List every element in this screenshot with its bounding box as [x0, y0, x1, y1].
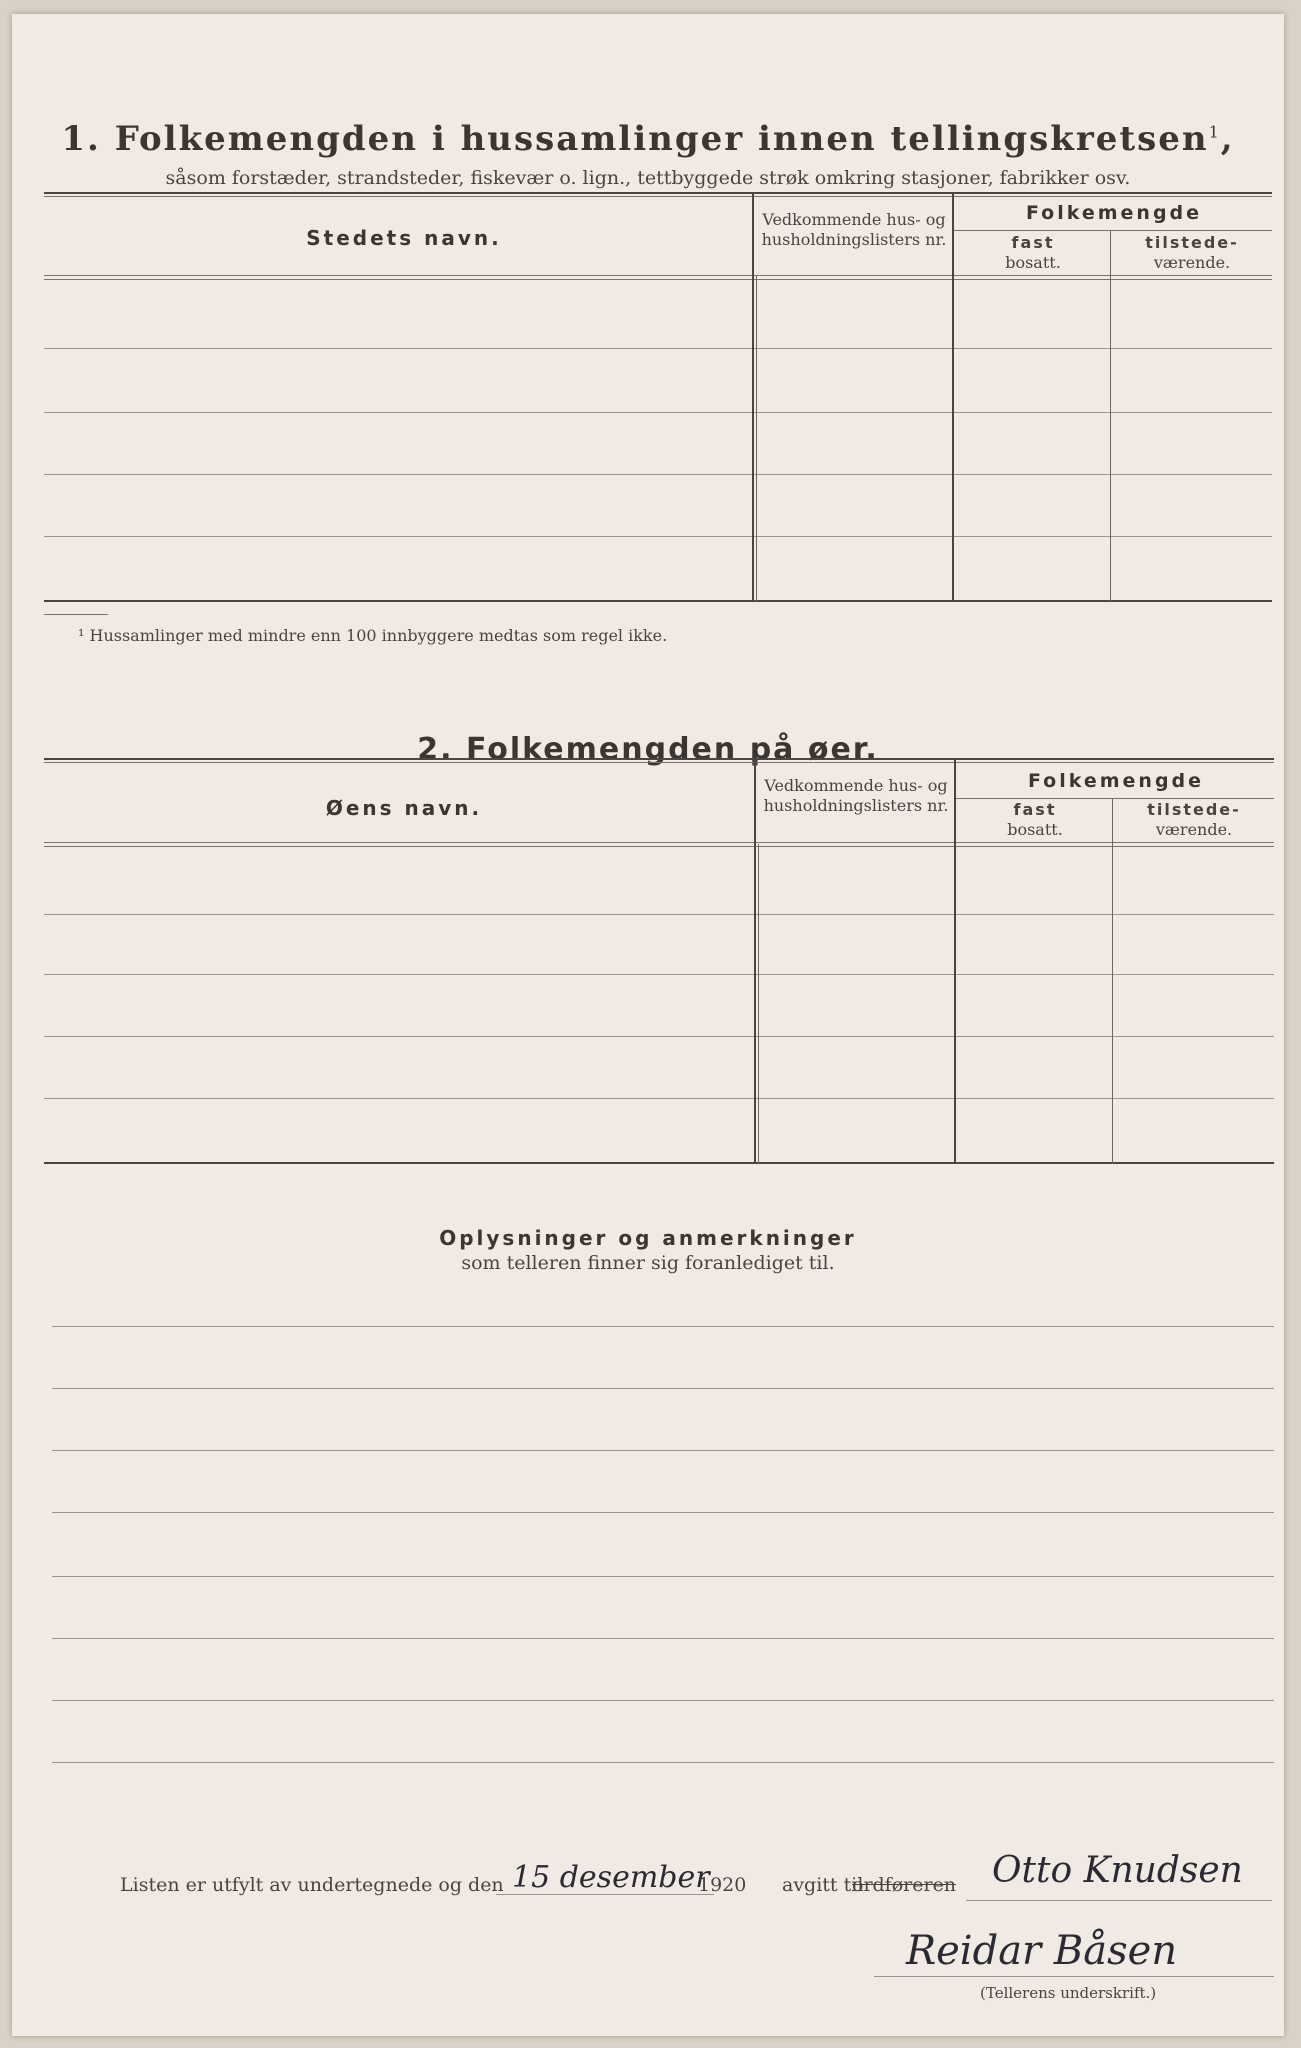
section2-title: 2. Folkemengden på øer. [417, 732, 879, 767]
table1-col-divider-inner [756, 276, 757, 602]
notes-line [52, 1450, 1274, 1451]
table1-col-divider [952, 194, 954, 602]
table2-row-line [44, 914, 1274, 915]
table1-row-line [44, 412, 1272, 413]
table1-top-rule-inner [44, 196, 1272, 197]
section1-footnote: ¹ Hussamlinger med mindre enn 100 innbyggere medtas som regel ikke. [78, 626, 668, 645]
notes-subtitle: som telleren finner sig foranlediget til. [461, 1252, 835, 1274]
signature-text-before: Listen er utfylt av undertegnede og den [120, 1874, 504, 1896]
table1-header-rule [44, 275, 1272, 276]
section1-number: 1. [61, 119, 101, 159]
notes-line [52, 1388, 1274, 1389]
date-underline [496, 1894, 714, 1895]
table1-col-divider [752, 194, 754, 602]
table2-col-name: Øens navn. [325, 796, 483, 820]
table1-col-tilst-label2: værende. [1153, 253, 1231, 272]
table2-col-tilst-label2: værende. [1155, 820, 1233, 839]
section1-title-suffix: , [1220, 119, 1235, 159]
table1-bottom-rule [44, 600, 1272, 602]
signature-date: 15 desember [512, 1860, 710, 1895]
table2-col-divider [954, 760, 956, 1164]
table2-col-pop: Folkemengde [1027, 770, 1205, 792]
table1-col-fast [954, 233, 1112, 273]
recipient-signature: Otto Knudsen [992, 1850, 1243, 1891]
notes-line [52, 1576, 1274, 1577]
table1-col-fast-label: fast [1011, 233, 1055, 252]
notes-title: Oplysninger og anmerkninger [439, 1226, 857, 1250]
table1-col-name: Stedets navn. [306, 226, 502, 250]
struck-word: ordføreren [852, 1874, 957, 1896]
counter-signature: Reidar Båsen [906, 1928, 1178, 1974]
footnote-rule [44, 614, 108, 615]
table2-col-fast [956, 800, 1114, 840]
table2-header-rule-inner [44, 846, 1274, 847]
section1-title-text: Folkemengden i hussamlinger innen tellingskretsen [114, 119, 1209, 159]
table2-row-line [44, 1036, 1274, 1037]
table2-col-fast-label: fast [1013, 800, 1057, 819]
table2-top-rule-inner [44, 762, 1274, 763]
table2-pop-divider [956, 798, 1274, 799]
table1-top-rule [44, 192, 1272, 194]
notes-line [52, 1638, 1274, 1639]
table2-col-tilst-label: tilstede- [1147, 800, 1241, 819]
table1-pop-divider [954, 230, 1272, 231]
table2-col-lists: Vedkommende hus- og husholdningslisters nr. [763, 776, 949, 815]
table1-col-pop: Folkemengde [1025, 202, 1203, 224]
table1-header-rule-inner [44, 279, 1272, 280]
section1-subtitle: såsom forstæder, strandsteder, fiskevær o. lign., tettbyggede strøk omkring stasjoner, fabrikker osv. [165, 167, 1131, 189]
table2-header-rule [44, 842, 1274, 843]
section1-title [12, 119, 1284, 159]
notes-line [52, 1512, 1274, 1513]
table1-col-fast-label2: bosatt. [1005, 253, 1061, 272]
signature-year: 1920 [698, 1874, 747, 1896]
counter-caption: (Tellerens underskrift.) [980, 1984, 1157, 2002]
table2-row-line [44, 974, 1274, 975]
signature-text-after: avgitt til [782, 1874, 864, 1896]
footnote-marker: 1 [1208, 122, 1221, 142]
table1-row-line [44, 348, 1272, 349]
census-form-page [12, 14, 1284, 2036]
notes-line [52, 1700, 1274, 1701]
notes-line [52, 1326, 1274, 1327]
table1-col-divider [1110, 230, 1111, 602]
table2-row-line [44, 1098, 1274, 1099]
notes-line [52, 1762, 1274, 1763]
table2-bottom-rule [44, 1162, 1274, 1164]
table2-col-divider [754, 760, 756, 1164]
table2-col-divider-inner [758, 844, 759, 1164]
counter-underline [874, 1976, 1274, 1977]
recipient-underline [966, 1900, 1272, 1901]
table2-col-tilst [1114, 800, 1274, 840]
table1-row-line [44, 536, 1272, 537]
table1-row-line [44, 474, 1272, 475]
table1-col-lists: Vedkommende hus- og husholdningslisters nr. [761, 210, 947, 249]
table2-col-divider [1112, 798, 1113, 1164]
table1-col-tilst [1112, 233, 1272, 273]
table2-col-fast-label2: bosatt. [1007, 820, 1063, 839]
table2-top-rule [44, 758, 1274, 760]
table1-col-tilst-label: tilstede- [1145, 233, 1239, 252]
